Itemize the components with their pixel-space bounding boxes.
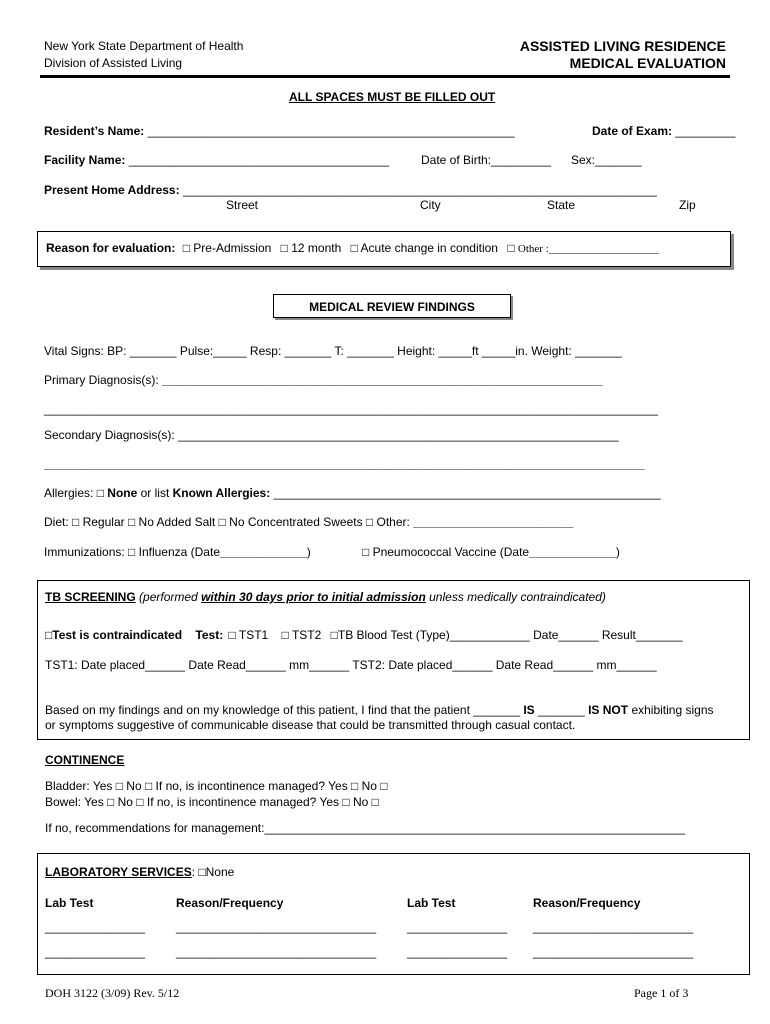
allergies-row [44, 486, 661, 500]
sex-field[interactable]: Sex:_______ [571, 153, 642, 167]
tb-paren-open: (performed [139, 590, 198, 604]
lab-services-title: LABORATORY SERVICES [45, 865, 192, 879]
exam-date-label: Date of Exam: [592, 124, 673, 138]
bowel-row[interactable]: Bowel: Yes □ No □ If no, is incontinence managed? Yes □ No □ [45, 795, 379, 809]
facility-name-field[interactable]: _______________________________________ [128, 153, 389, 167]
continence-title: CONTINENCE [45, 753, 125, 767]
exam-date-field[interactable]: _________ [675, 124, 736, 138]
findings-end: exhibiting signs [631, 703, 714, 717]
resident-name-row [44, 124, 515, 138]
is-not-label: IS NOT [588, 703, 629, 717]
known-allergies-label: Known Allergies: [172, 486, 271, 500]
tb-findings-line2: or symptoms suggestive of communicable disease that could be transmitted through casual contact. [45, 718, 576, 732]
twelve-month-checkbox[interactable]: □ 12 month [280, 241, 342, 255]
lab-row1-reason-a[interactable]: ______________________________ [176, 920, 377, 934]
allergies-none-label: None [107, 486, 138, 500]
other-checkbox[interactable]: □ [507, 241, 515, 255]
tb-title-row [45, 590, 606, 604]
pneumococcal-row [362, 545, 620, 559]
lab-title-row [45, 865, 234, 879]
resident-name-field[interactable]: _______________________________________________________ [147, 124, 515, 138]
test-label: Test: [195, 628, 224, 642]
state-caption: State [547, 198, 576, 212]
tb-within-text: within 30 days prior to initial admission [201, 590, 426, 604]
pneumococcal-date-field[interactable]: _____________ [529, 545, 616, 559]
facility-name-label: Facility Name: [44, 153, 126, 167]
influenza-checkbox[interactable]: Immunizations: □ Influenza (Date [44, 545, 220, 559]
division-name: Division of Assisted Living [44, 56, 183, 70]
findings-mid[interactable]: _______ [538, 703, 585, 717]
pneumococcal-checkbox[interactable]: □ Pneumococcal Vaccine (Date [362, 545, 530, 559]
lab-col1-header: Lab Test [45, 896, 94, 910]
diet-row [44, 515, 573, 529]
lab-row2-test-b[interactable]: _______________ [407, 945, 508, 959]
form-title-line1: ASSISTED LIVING RESIDENCE [519, 38, 726, 54]
tb-screening-title: TB SCREENING [45, 590, 136, 604]
reason-label: Reason for evaluation: [46, 241, 176, 255]
review-heading: MEDICAL REVIEW FINDINGS [309, 300, 475, 314]
tst-dates-row[interactable]: TST1: Date placed______ Date Read______ mm______ TST2: Date placed______ Date Read______ mm______ [45, 658, 657, 672]
lab-row1-reason-b[interactable]: ________________________ [533, 920, 694, 934]
recommendations-field[interactable]: If no, recommendations for management:_______________________________________________________________ [45, 821, 685, 835]
city-caption: City [420, 198, 441, 212]
lab-row2-test-a[interactable]: _______________ [45, 945, 146, 959]
acute-change-checkbox[interactable]: □ Acute change in condition [350, 241, 498, 255]
pre-admission-checkbox[interactable]: □ Pre-Admission [182, 241, 272, 255]
diet-other-field[interactable]: ________________________ [413, 515, 574, 529]
facility-row [44, 153, 389, 167]
influenza-close: ) [306, 545, 311, 559]
primary-diagnosis-row [44, 373, 603, 387]
tb-findings-line1 [45, 703, 714, 717]
zip-caption: Zip [679, 198, 696, 212]
page-number: Page 1 of 3 [634, 986, 689, 1000]
primary-diagnosis-field[interactable]: __________________________________________________________________ [162, 373, 603, 387]
form-id: DOH 3122 (3/09) Rev. 5/12 [45, 986, 180, 1000]
bladder-row[interactable]: Bladder: Yes □ No □ If no, is incontinence managed? Yes □ No □ [45, 779, 388, 793]
primary-diagnosis-line2[interactable]: ____________________________________________________________________________________________ [44, 402, 658, 416]
lab-row1-test-a[interactable]: _______________ [45, 920, 146, 934]
primary-diagnosis-label: Primary Diagnosis(s): [44, 373, 159, 387]
tst1-checkbox[interactable]: □ TST1 [228, 628, 269, 642]
address-row [44, 183, 657, 197]
allergies-none-checkbox[interactable]: Allergies: □ [44, 486, 104, 500]
resident-name-label: Resident’s Name: [44, 124, 145, 138]
findings-text: Based on my findings and on my knowledge of this patient, I find that the patient _______ [45, 703, 520, 717]
department-name: New York State Department of Health [44, 39, 244, 53]
instruction-text: ALL SPACES MUST BE FILLED OUT [289, 90, 496, 104]
lab-row2-reason-a[interactable]: ______________________________ [176, 945, 377, 959]
secondary-diagnosis-line2[interactable]: __________________________________________________________________________________________ [44, 457, 645, 471]
tst2-checkbox[interactable]: □ TST2 [281, 628, 322, 642]
tb-blood-test-field[interactable]: □TB Blood Test (Type)____________ Date______ Result_______ [330, 628, 683, 642]
known-allergies-field[interactable]: __________________________________________________________ [273, 486, 661, 500]
tb-test-row [45, 628, 683, 642]
address-field[interactable]: _______________________________________________________________________ [182, 183, 657, 197]
is-label: IS [523, 703, 535, 717]
address-label: Present Home Address: [44, 183, 180, 197]
lab-none-checkbox[interactable]: : □None [191, 865, 235, 879]
street-caption: Street [226, 198, 259, 212]
reason-row [46, 241, 659, 255]
form-title-line2: MEDICAL EVALUATION [569, 55, 726, 71]
lab-col4-header: Reason/Frequency [533, 896, 641, 910]
lab-row2-reason-b[interactable]: ________________________ [533, 945, 694, 959]
allergies-or-label: or list [140, 486, 170, 500]
lab-col3-header: Lab Test [407, 896, 456, 910]
exam-date-row [592, 124, 735, 138]
other-field[interactable]: Other :____________________ [517, 243, 659, 255]
diet-options[interactable]: Diet: □ Regular □ No Added Salt □ No Concentrated Sweets □ Other: [44, 515, 410, 529]
secondary-diagnosis-field[interactable]: Secondary Diagnosis(s): __________________________________________________________________ [44, 428, 619, 442]
header-divider [40, 75, 730, 78]
lab-col2-header: Reason/Frequency [176, 896, 284, 910]
influenza-row [44, 545, 311, 559]
influenza-date-field[interactable]: _____________ [220, 545, 307, 559]
lab-row1-test-b[interactable]: _______________ [407, 920, 508, 934]
dob-field[interactable]: Date of Birth:_________ [421, 153, 552, 167]
pneumococcal-close: ) [615, 545, 620, 559]
contraindicated-checkbox[interactable]: □Test is contraindicated [45, 628, 183, 642]
vital-signs-field[interactable]: Vital Signs: BP: _______ Pulse:_____ Resp: _______ T: _______ Height: _____ft _____in. Weight: _______ [44, 344, 622, 358]
tb-paren-close: unless medically contraindicated) [429, 590, 606, 604]
